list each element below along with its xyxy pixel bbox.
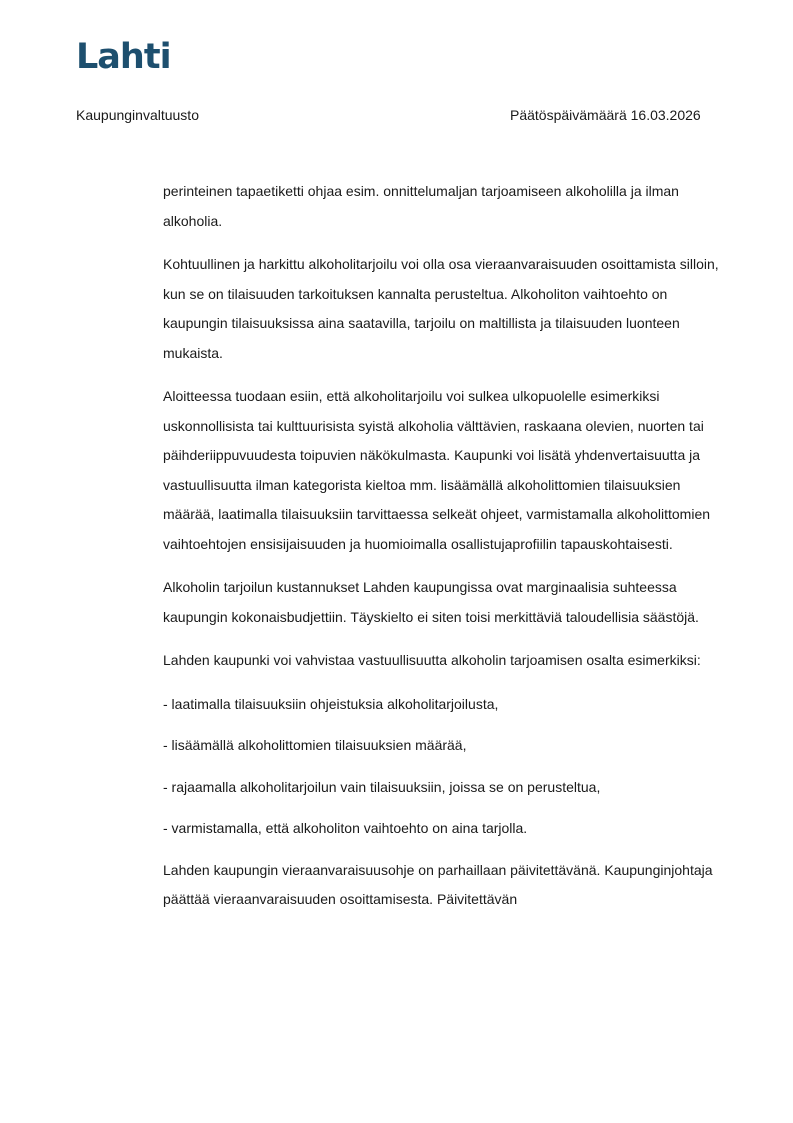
paragraph: perinteinen tapaetiketti ohjaa esim. onnittelumaljan tarjoamiseen alkoholilla ja ilman alkoholia. bbox=[163, 183, 679, 229]
paragraph: Lahden kaupungin vieraanvaraisuusohje on parhaillaan päivitettävänä. Kaupunginjohtaja päättää vieraanvaraisuuden osoittamisesta. Päivitettävän bbox=[163, 861, 713, 907]
paragraph: Alkoholin tarjoilun kustannukset Lahden kaupungissa ovat marginaalisia suhteessa kaupungin kokonaisbudjettiin. Täyskielto ei siten toisi merkittäviä taloudellisia säästöjä. bbox=[163, 579, 699, 625]
paragraph: Aloitteessa tuodaan esiin, että alkoholitarjoilu voi sulkea ulkopuolelle esimerkiksi uskonnollisista tai kulttuurisista syistä alkoholia välttävien, raskaana olevien, nuorten tai päihderiippuvuudesta toipuvien näkökulmasta. Kaupunki voi lisätä yhdenvertaisuutta ja vastuullisuutta ilman kategorista kieltoa mm. lisäämällä alkoholittomien tilaisuuksien määrää, laatimalla tilaisuuksiin tarvittaessa selkeät ohjeet, varmistamalla alkoholittomien vaihtoehtojen ensisijaisuuden ja huomioimalla osallistujaprofiilin tapauskohtaisesti. bbox=[163, 388, 711, 552]
paragraph: Kohtuullinen ja harkittu alkoholitarjoilu voi olla osa vieraanvaraisuuden osoittamista silloin, kun se on tilaisuuden tarkoituksen kannalta perusteltua. Alkoholiton vaihtoehto on kaupungin tilaisuuksissa aina saatavilla, tarjoilu on maltillista ja tilaisuuden luonteen mukaista. bbox=[163, 256, 719, 361]
lahti-logo: Lahti bbox=[76, 37, 171, 77]
list-item: - laatimalla tilaisuuksiin ohjeistuksia alkoholitarjoilusta, bbox=[163, 695, 499, 712]
document-body bbox=[163, 177, 723, 929]
list-item: - varmistamalla, että alkoholiton vaihtoehto on aina tarjolla. bbox=[163, 820, 528, 836]
organ-name: Kaupunginvaltuusto bbox=[76, 107, 199, 123]
list-item: - rajaamalla alkoholitarjoilun vain tilaisuuksiin, joissa se on perusteltua, bbox=[163, 778, 601, 795]
decision-date: Päätöspäivämäärä 16.03.2026 bbox=[510, 107, 701, 123]
list-item: - lisäämällä alkoholittomien tilaisuuksien määrää, bbox=[163, 737, 467, 753]
paragraph: Lahden kaupunki voi vahvistaa vastuullisuutta alkoholin tarjoamisen osalta esimerkiksi: bbox=[163, 652, 701, 668]
